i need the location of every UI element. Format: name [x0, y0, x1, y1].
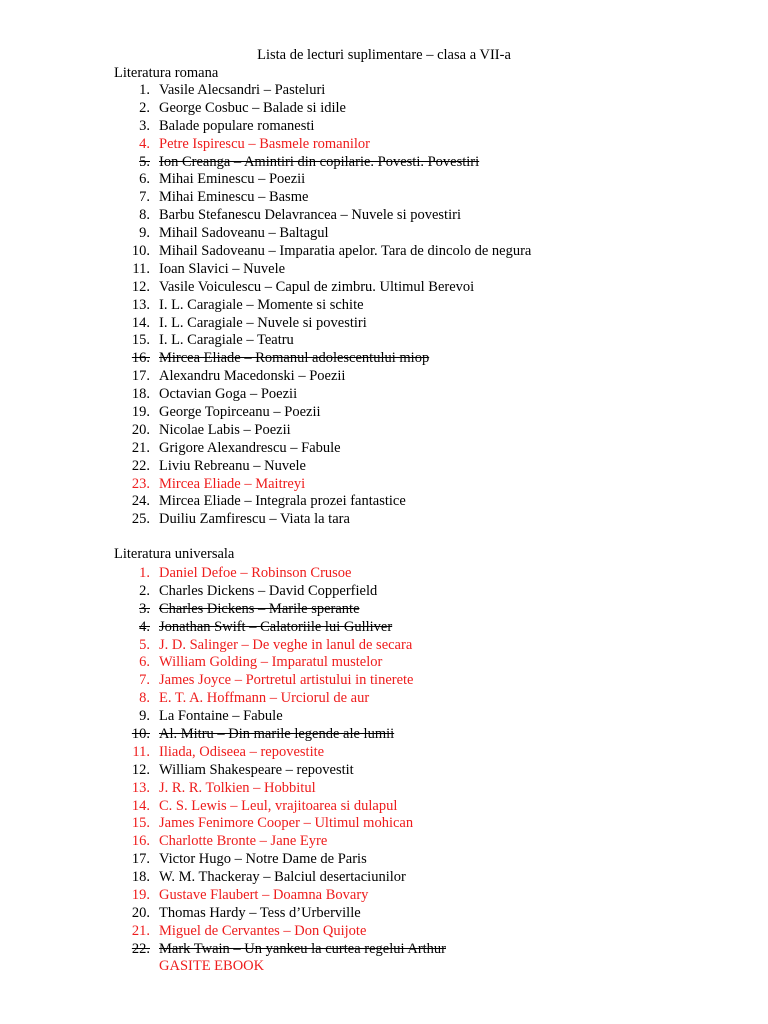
item-text: Nicolae Labis – Poezii [159, 421, 291, 438]
item-number: 10. [131, 726, 150, 743]
item-number: 23. [131, 475, 150, 492]
item-text: James Joyce – Portretul artistului in tinerete [159, 672, 414, 689]
item-number: 18. [131, 386, 150, 403]
item-text: William Golding – Imparatul mustelor [159, 654, 383, 671]
item-number: 9. [139, 708, 150, 725]
item-text: Jonathan Swift – Calatoriile lui Gulliver [159, 618, 393, 635]
item-text: Liviu Rebreanu – Nuvele [159, 457, 306, 474]
item-text: Octavian Goga – Poezii [159, 386, 298, 403]
item-number: 22. [131, 940, 150, 957]
item-number: 8. [139, 690, 150, 707]
item-text: Ioan Slavici – Nuvele [159, 260, 286, 277]
item-text: Charlotte Bronte – Jane Eyre [159, 833, 328, 850]
item-number: 3. [139, 600, 150, 617]
item-number: 5. [139, 636, 150, 653]
item-text: Mircea Eliade – Maitreyi [159, 475, 306, 492]
item-number: 20. [131, 421, 150, 438]
item-text: George Topirceanu – Poezii [159, 404, 321, 421]
item-number: 1. [139, 565, 150, 581]
item-number: 17. [131, 368, 150, 385]
item-number: 20. [131, 904, 150, 921]
item-text: Alexandru Macedonski – Poezii [159, 368, 346, 385]
item-number: 21. [131, 922, 150, 939]
ebook-note: GASITE EBOOK [159, 958, 265, 974]
item-number: 3. [139, 117, 150, 134]
item-text: I. L. Caragiale – Momente si schite [159, 296, 364, 313]
item-number: 21. [131, 439, 150, 456]
item-text: La Fontaine – Fabule [159, 708, 283, 725]
section-heading-universala: Literatura universala [114, 546, 235, 562]
item-text: E. T. A. Hoffmann – Urciorul de aur [159, 690, 370, 707]
item-number: 16. [131, 350, 150, 367]
item-text: Balade populare romanesti [159, 117, 315, 134]
item-number: 1. [139, 82, 150, 98]
item-text: I. L. Caragiale – Nuvele si povestiri [159, 314, 367, 331]
item-text: J. R. R. Tolkien – Hobbitul [159, 779, 316, 796]
item-text: Miguel de Cervantes – Don Quijote [159, 922, 367, 939]
item-number: 2. [139, 582, 150, 599]
item-text: Daniel Defoe – Robinson Crusoe [159, 565, 352, 581]
item-number: 24. [131, 493, 150, 510]
item-text: Mihai Eminescu – Poezii [159, 171, 306, 188]
item-number: 11. [132, 743, 150, 760]
item-text: Mihail Sadoveanu – Imparatia apelor. Tara de dincolo de negura [159, 243, 532, 260]
item-number: 13. [131, 779, 150, 796]
item-number: 6. [139, 171, 150, 188]
item-number: 13. [131, 296, 150, 313]
item-number: 14. [131, 314, 150, 331]
item-text: Mircea Eliade – Romanul adolescentului miop [159, 350, 430, 367]
item-number: 8. [139, 207, 150, 224]
item-number: 19. [131, 404, 150, 421]
item-number: 18. [131, 869, 150, 886]
item-number: 7. [139, 189, 150, 206]
item-number: 6. [139, 654, 150, 671]
item-text: I. L. Caragiale – Teatru [159, 332, 294, 349]
item-number: 10. [131, 243, 150, 260]
item-text: Mircea Eliade – Integrala prozei fantastice [159, 493, 406, 510]
item-number: 22. [131, 457, 150, 474]
item-text: William Shakespeare – repovestit [159, 761, 354, 778]
item-number: 9. [139, 225, 150, 242]
item-text: J. D. Salinger – De veghe in lanul de secara [159, 636, 413, 653]
item-text: Mark Twain – Un yankeu la curtea regelui Arthur [159, 940, 447, 957]
item-text: Thomas Hardy – Tess d’Urberville [159, 904, 361, 921]
item-number: 15. [131, 332, 150, 349]
item-number: 7. [139, 672, 150, 689]
item-number: 12. [131, 761, 150, 778]
item-number: 25. [131, 511, 150, 528]
item-text: Gustave Flaubert – Doamna Bovary [159, 887, 369, 904]
item-number: 5. [139, 153, 150, 170]
item-text: Victor Hugo – Notre Dame de Paris [159, 851, 367, 868]
item-number: 15. [131, 815, 150, 832]
item-text: George Cosbuc – Balade si idile [159, 99, 346, 116]
item-number: 17. [131, 851, 150, 868]
document-title: Lista de lecturi suplimentare – clasa a VII-a [257, 47, 511, 63]
item-number: 2. [139, 99, 150, 116]
item-text: Iliada, Odiseea – repovestite [159, 743, 325, 760]
item-text: James Fenimore Cooper – Ultimul mohican [159, 815, 414, 832]
item-text: Mihail Sadoveanu – Baltagul [159, 225, 329, 242]
item-number: 4. [139, 618, 150, 635]
item-number: 19. [131, 887, 150, 904]
item-number: 4. [139, 135, 150, 152]
item-number: 12. [131, 278, 150, 295]
item-text: Vasile Alecsandri – Pasteluri [159, 82, 326, 98]
item-text: Petre Ispirescu – Basmele romanilor [159, 135, 370, 152]
item-text: Barbu Stefanescu Delavrancea – Nuvele si povestiri [159, 207, 461, 224]
item-text: Grigore Alexandrescu – Fabule [159, 439, 341, 456]
item-number: 16. [131, 833, 150, 850]
item-text: Charles Dickens – David Copperfield [159, 582, 378, 599]
item-text: Duiliu Zamfirescu – Viata la tara [159, 511, 350, 528]
item-text: Al. Mitru – Din marile legende ale lumii [159, 726, 395, 743]
section-heading-romana: Literatura romana [114, 65, 219, 81]
item-text: C. S. Lewis – Leul, vrajitoarea si dulapul [159, 797, 398, 814]
item-text: Ion Creanga – Amintiri din copilarie. Povesti. Povestiri [159, 153, 480, 170]
item-number: 11. [132, 260, 150, 277]
item-text: Vasile Voiculescu – Capul de zimbru. Ultimul Berevoi [159, 278, 475, 295]
item-text: Mihai Eminescu – Basme [159, 189, 309, 206]
item-number: 14. [131, 797, 150, 814]
item-text: W. M. Thackeray – Balciul desertaciunilor [159, 869, 406, 886]
item-text: Charles Dickens – Marile sperante [159, 600, 360, 617]
